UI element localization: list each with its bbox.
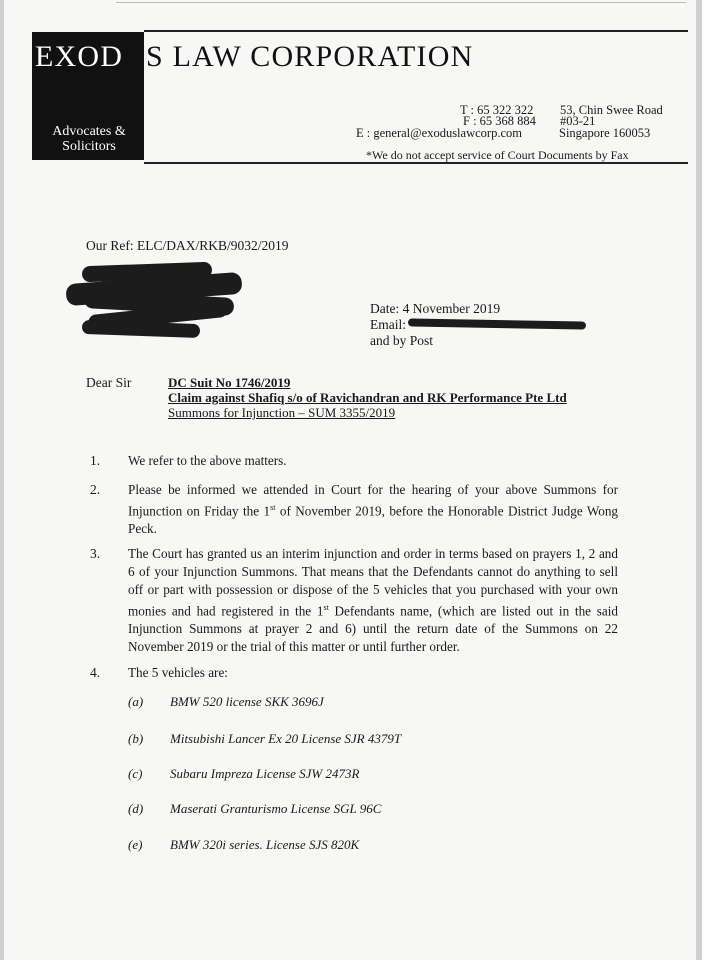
para-4: The 5 vehicles are: [128, 665, 228, 680]
tagline-line2: Solicitors [62, 139, 116, 154]
vehicle-item: Subaru Impreza License SJW 2473R [170, 766, 360, 781]
vehicle-label: (b) [128, 731, 144, 746]
vehicle-item: Maserati Granturismo License SGL 96C [170, 801, 382, 816]
vehicle-label: (c) [128, 766, 143, 781]
redacted-email [408, 318, 586, 329]
firm-name [35, 40, 473, 74]
our-ref: Our Ref: ELC/DAX/RKB/9032/2019 [86, 238, 289, 253]
firm-name-part2: US LAW CORPORATION [123, 40, 474, 73]
vehicle-item: BMW 520 license SKK 3696J [170, 694, 324, 709]
para-num-2: 2. [90, 482, 101, 497]
letter-page [4, 0, 696, 960]
para-num-3: 3. [90, 546, 101, 561]
email-label: Email: [370, 317, 406, 332]
fax-notice: *We do not accept service of Court Documents by Fax [366, 148, 629, 162]
vehicle-label: (e) [128, 837, 143, 852]
vehicle-item: Mitsubishi Lancer Ex 20 License SJR 4379T [170, 731, 402, 746]
tagline-line1: Advocates & [52, 124, 126, 139]
email-text: E : general@exoduslawcorp.com [356, 126, 522, 140]
vehicle-label: (d) [128, 801, 144, 816]
header-bottom-rule [144, 162, 688, 164]
phone-text: T : 65 322 322 [460, 103, 534, 117]
vehicle-label: (a) [128, 694, 144, 709]
salutation: Dear Sir [86, 375, 132, 390]
subject-line2: Claim against Shafiq s/o of Ravichandran and RK Performance Pte Ltd [168, 390, 567, 405]
para-num-1: 1. [90, 453, 101, 468]
vehicle-item: BMW 320i series. License SJS 820K [170, 837, 360, 852]
fax-text: F : 65 368 884 [463, 114, 536, 128]
firm-name-part1: EXOD [35, 40, 124, 73]
letter-date: Date: 4 November 2019 [370, 301, 501, 316]
by-post: and by Post [370, 333, 434, 348]
top-edge-line [116, 2, 686, 3]
header-top-rule [144, 30, 688, 32]
para-3: The Court has granted us an interim injunction and order in terms based on prayers 1, 2 and 6 of your Injunction Summons. That means that the Defendants cannot do anything to sell off or part with possession or dispose of the 5 vehicles that you purchased with your own monies and had registered in the 1st Defendants name, (which are listed out in the said Injunction Summons at prayer 2 and 6) until the return date of the Summons on 22 November 2019 or the trial of this matter or until further order. [128, 546, 618, 655]
subject-line1: DC Suit No 1746/2019 [168, 375, 291, 390]
para-1: We refer to the above matters. [128, 453, 287, 468]
para-2: Please be informed we attended in Court for the hearing of your above Summons for Injunction on Friday the 1st of November 2019, before the Honorable District Judge Wong Peck. [128, 482, 619, 537]
para-num-4: 4. [90, 665, 101, 680]
firm-tagline [34, 124, 144, 154]
address-line2: #03-21 [560, 114, 596, 128]
address-line1: 53, Chin Swee Road [560, 103, 663, 117]
subject-line3: Summons for Injunction – SUM 3355/2019 [168, 405, 396, 420]
address-line3: Singapore 160053 [559, 126, 651, 140]
